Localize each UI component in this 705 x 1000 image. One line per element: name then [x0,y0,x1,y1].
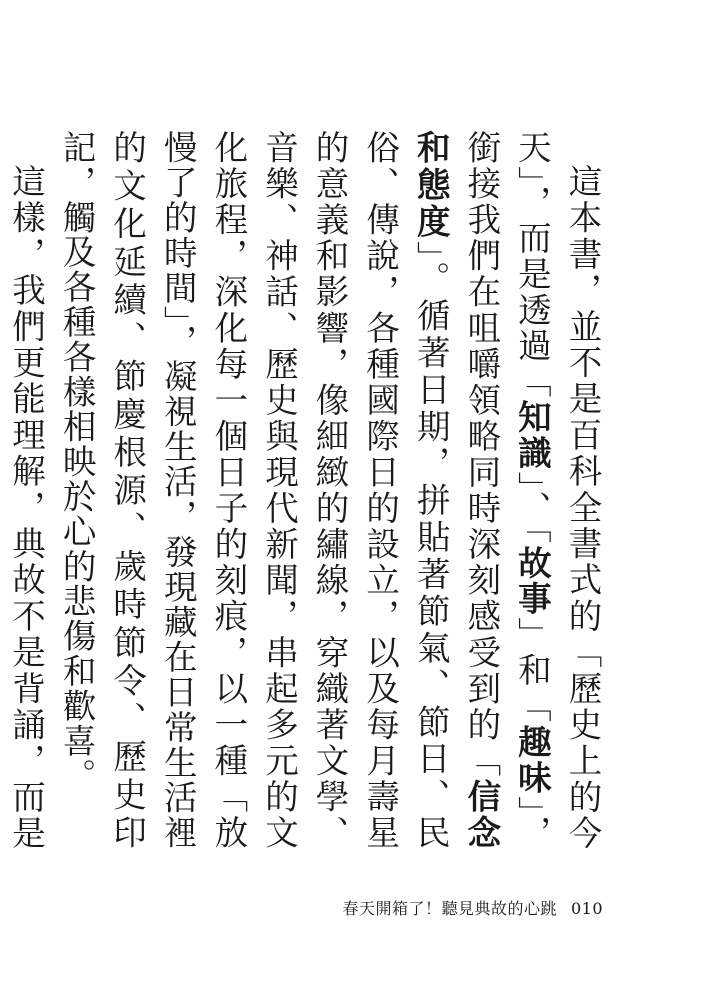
paragraph-1-segment: 」和「 [512,616,552,725]
page-number: 010 [570,899,603,918]
bold-term-knowledge: 知識 [512,399,552,472]
page-footer [342,896,603,919]
paragraph-1-segment: 」，銜接我們在咀嚼領略同時深刻感受到的「 [461,130,552,850]
paragraph-1 [50,130,607,850]
paragraph-2: 這樣，我們更能理解，典故不是背誦，而是 [6,163,46,850]
paragraph-1-segment: 這本書，並不是百科全書式的「歷史上的今天」，而是透過「 [512,130,602,850]
paragraph-1-segment: 」。循著日期，拼貼著節氣、節日、民俗、傳說，各種國際日的設立，以及每月壽星的意義和影響，像細緻的繡線，穿織著文學、音樂、神話、歷史與現代新聞，串起多元的文化旅程，深化每一個日子的刻痕，以一種「放慢了的時間」，凝視生活，發現藏在日常生活裡的文化延續、節慶根源、歲時節令、歷史印記，觸及各種各樣相映於心的悲傷和歡喜。 [57,130,451,850]
bold-term-fun: 趣味 [512,724,552,796]
paragraph-1-segment: 」、「 [512,471,552,546]
bold-term-story: 故事 [512,545,552,617]
bold-term-belief-attitude: 信念和態度 [411,130,501,850]
footer-book-title: 春天開箱了！聽見典故的心跳 [342,899,557,918]
vertical-text-block [0,130,607,850]
